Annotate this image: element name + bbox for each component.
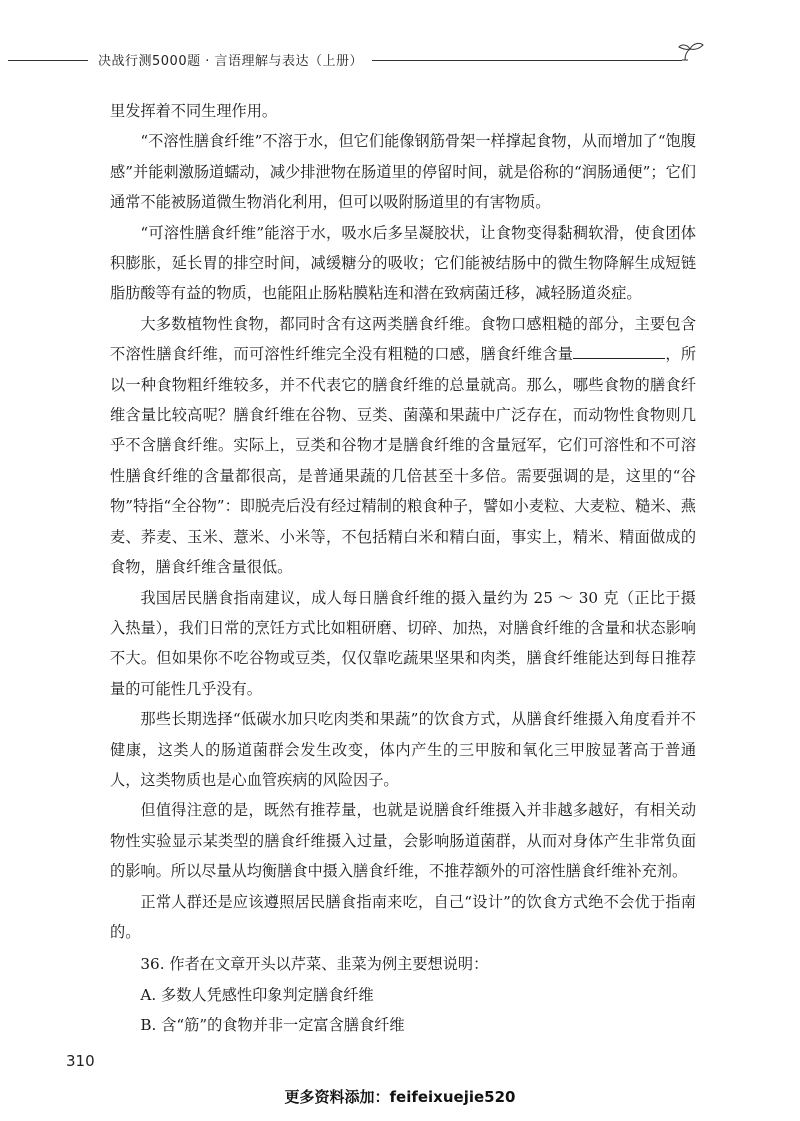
paragraph-text: ，所以一种食物粗纤维较多，并不代表它的膳食纤维的总量就高。那么，哪些食物的膳食纤维含量比较高呢？膳食纤维在谷物、豆类、菌藻和果蔬中广泛存在，而动物性食物则几乎不含膳食纤维。实际上，豆类和谷物才是膳食纤维的含量冠军，它们可溶性和不可溶性膳食纤维的含量都很高，是普通果蔬的几倍甚至十多倍。需要强调的是，这里的“谷物”特指“全谷物”：即脱壳后没有经过精制的粮食种子，譬如小麦粒、大麦粒、糙米、燕麦、荞麦、玉米、薏米、小米等，不包括精白米和精白面，事实上，精米、精面做成的食物，膳食纤维含量很低。 (110, 345, 696, 577)
article-body (110, 96, 696, 1041)
paragraph: “不溶性膳食纤维”不溶于水，但它们能像钢筋骨架一样撑起食物，从而增加了“饱腹感”并能刺激肠道蠕动，减少排泄物在肠道里的停留时间，就是俗称的“润肠通便”；它们通常不能被肠道微生物消化利用，但可以吸附肠道里的有害物质。 (110, 132, 696, 212)
question-option: A. 多数人凭感性印象判定膳食纤维 (140, 985, 374, 1004)
paragraph: 里发挥着不同生理作用。 (110, 102, 278, 120)
running-header (0, 44, 800, 74)
sprout-icon (676, 38, 706, 64)
header-rule-right (372, 60, 682, 61)
book-title: 决战行测5000题 · 言语理解与表达（上册） (98, 54, 363, 69)
paragraph: 我国居民膳食指南建议，成人每日膳食纤维的摄入量约为 25 ～ 30 克（正比于摄入热量），我们日常的烹饪方式比如粗研磨、切碎、加热，对膳食纤维的含量和状态影响不大。但如果你不吃谷物或豆类，仅仅靠吃蔬果坚果和肉类，膳食纤维能达到每日推荐量的可能性几乎没有。 (110, 588, 696, 698)
fill-in-blank (573, 344, 665, 359)
paragraph: 正常人群还是应该遵照居民膳食指南来吃，自己“设计”的饮食方式绝不会优于指南的。 (110, 892, 696, 941)
footer-note: 更多资料添加：feifeixuejie520 (284, 1088, 516, 1106)
paragraph: 但值得注意的是，既然有推荐量，也就是说膳食纤维摄入并非越多越好，有相关动物性实验显示某类型的膳食纤维摄入过量，会影响肠道菌群，从而对身体产生非常负面的影响。所以尽量从均衡膳食中摄入膳食纤维，不推荐额外的可溶性膳食纤维补充剂。 (110, 801, 696, 881)
header-rule-left (8, 60, 88, 61)
paragraph-with-blank (110, 309, 696, 583)
page-number: 310 (66, 1052, 95, 1070)
paragraph: “可溶性膳食纤维”能溶于水，吸水后多呈凝胶状，让食物变得黏稠软滑，使食团体积膨胀，延长胃的排空时间，减缓糖分的吸收；它们能被结肠中的微生物降解生成短链脂肪酸等有益的物质，也能阻止肠粘膜粘连和潜在致病菌迁移，减轻肠道炎症。 (110, 223, 696, 303)
paragraph-text: 大多数植物性食物，都同时含有这两类膳食纤维。食物口感粗糙的部分，主要包含不溶性膳食纤维，而可溶性纤维完全没有粗糙的口感，膳食纤维含量 (110, 314, 696, 364)
question-option: B. 含“筋”的食物并非一定富含膳食纤维 (140, 1016, 405, 1035)
paragraph: 那些长期选择“低碳水加只吃肉类和果蔬”的饮食方式，从膳食纤维摄入角度看并不健康，这类人的肠道菌群会发生改变，体内产生的三甲胺和氧化三甲胺显著高于普通人，这类物质也是心血管疾病的风险因子。 (110, 710, 696, 789)
question-stem: 36. 作者在文章开头以芹菜、韭菜为例主要想说明： (140, 955, 489, 974)
